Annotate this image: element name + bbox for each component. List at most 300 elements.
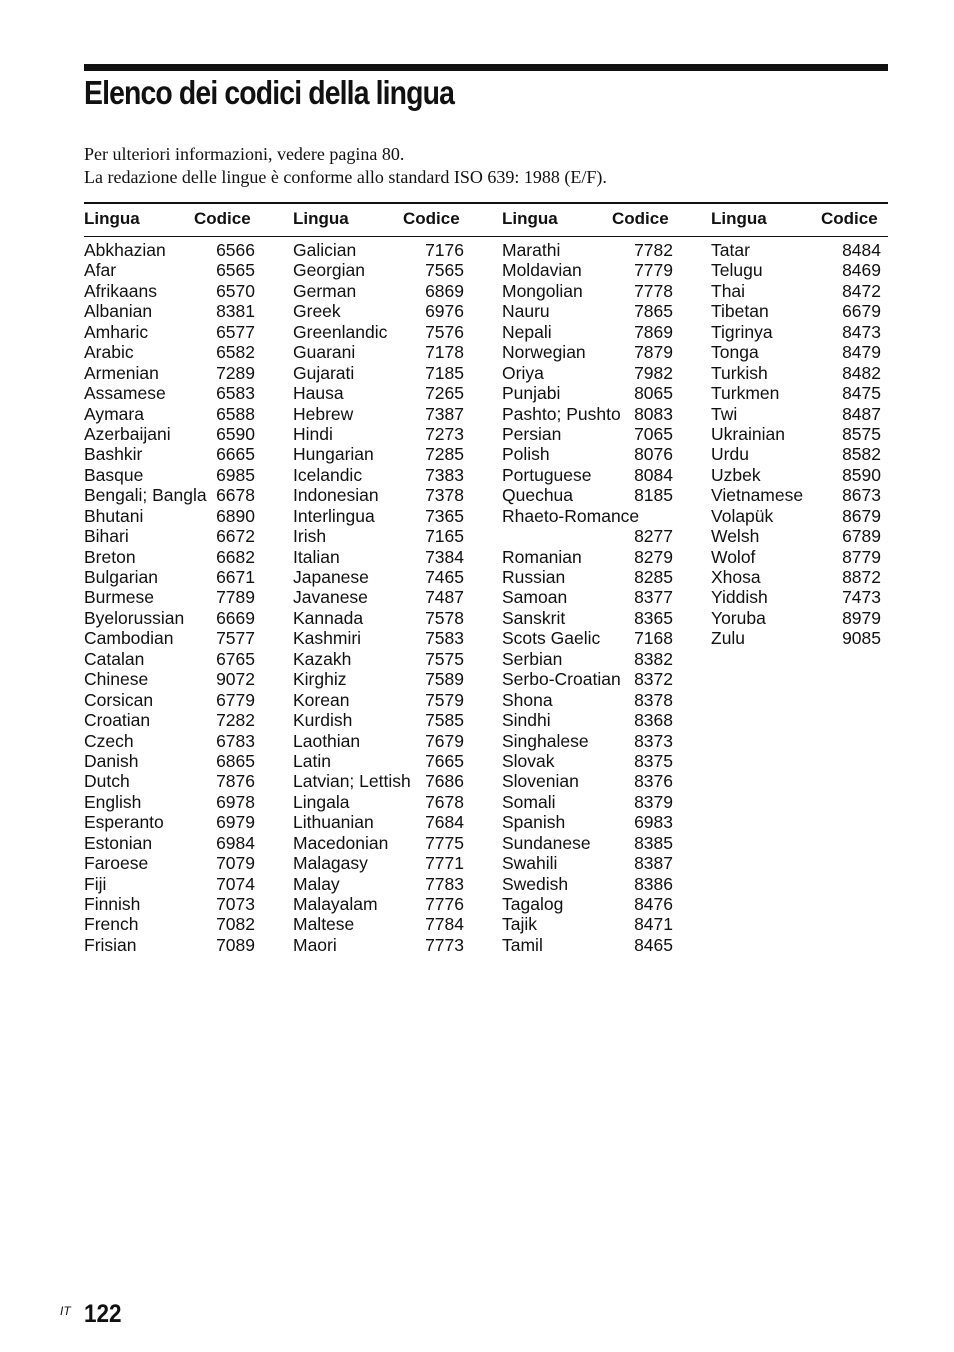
- language-name: French: [84, 914, 139, 935]
- language-row: [293, 485, 464, 505]
- language-code: 7378: [425, 485, 464, 506]
- language-name: Frisian: [84, 934, 137, 955]
- language-code: 7577: [216, 628, 255, 649]
- language-code: 8679: [842, 505, 881, 526]
- language-row: [84, 894, 255, 914]
- language-name: Arabic: [84, 342, 134, 363]
- language-row: [84, 935, 255, 955]
- language-code: 7473: [842, 587, 881, 608]
- language-code: 6979: [216, 812, 255, 833]
- language-row: [293, 567, 464, 587]
- language-code: 7665: [425, 750, 464, 771]
- language-code: 6682: [216, 546, 255, 567]
- language-column-3: [502, 240, 673, 955]
- language-row: [84, 424, 255, 444]
- language-name: Malay: [293, 873, 340, 894]
- language-name: Cambodian: [84, 628, 174, 649]
- language-row: [293, 301, 464, 321]
- language-name: Danish: [84, 750, 139, 771]
- language-code: 8185: [634, 485, 673, 506]
- language-name: Gujarati: [293, 362, 355, 383]
- language-row: [293, 690, 464, 710]
- language-name: Breton: [84, 546, 136, 567]
- language-row: [502, 363, 673, 383]
- language-row: [293, 649, 464, 669]
- language-code: 8382: [634, 648, 673, 669]
- language-code: 8373: [634, 730, 673, 751]
- language-row: [84, 710, 255, 730]
- language-row: [293, 731, 464, 751]
- language-row: [84, 874, 255, 894]
- language-name: Tonga: [711, 342, 759, 363]
- language-row: [84, 587, 255, 607]
- language-row: [502, 649, 673, 669]
- language-name: Turkmen: [711, 383, 780, 404]
- language-name: Serbo-Croatian: [502, 669, 621, 690]
- language-name: Singhalese: [502, 730, 589, 751]
- language-code: 7789: [216, 587, 255, 608]
- language-row: [502, 669, 673, 689]
- language-name: Malagasy: [293, 853, 368, 874]
- language-name: Moldavian: [502, 260, 582, 281]
- language-row: [293, 853, 464, 873]
- language-code: 8376: [634, 771, 673, 792]
- language-name: Swahili: [502, 853, 558, 874]
- language-name: Wolof: [711, 546, 756, 567]
- language-code: 7982: [634, 362, 673, 383]
- language-row: [293, 322, 464, 342]
- language-row: [502, 935, 673, 955]
- language-code: 8484: [842, 240, 881, 260]
- language-code: 7282: [216, 710, 255, 731]
- language-name: Fiji: [84, 873, 107, 894]
- language-row: [293, 874, 464, 894]
- language-row: [84, 792, 255, 812]
- language-code: 7465: [425, 567, 464, 587]
- language-code: 7176: [425, 240, 464, 260]
- language-code: 8779: [842, 546, 881, 567]
- language-name: Italian: [293, 546, 340, 567]
- language-row: [711, 608, 881, 628]
- language-code: 7273: [425, 423, 464, 444]
- language-name: Lithuanian: [293, 812, 374, 833]
- language-name: Latvian; Lettish: [293, 771, 411, 792]
- language-row: [293, 710, 464, 730]
- language-row: [293, 792, 464, 812]
- title-bar: [84, 64, 888, 71]
- language-name: Vietnamese: [711, 485, 804, 506]
- language-row: [293, 669, 464, 689]
- language-row: [84, 690, 255, 710]
- language-code: 6985: [216, 464, 255, 485]
- language-name: Mongolian: [502, 280, 583, 301]
- language-name: Basque: [84, 464, 144, 485]
- language-code: 8479: [842, 342, 881, 363]
- language-name: Korean: [293, 689, 350, 710]
- language-name: Uzbek: [711, 464, 761, 485]
- language-code: 8076: [634, 444, 673, 465]
- language-row: [711, 404, 881, 424]
- language-row: [293, 526, 464, 546]
- language-name: Maltese: [293, 914, 355, 935]
- language-row: [84, 281, 255, 301]
- language-code: 6590: [216, 423, 255, 444]
- language-code: 8469: [842, 260, 881, 281]
- language-code: 8673: [842, 485, 881, 506]
- language-row: [84, 363, 255, 383]
- language-name: Yoruba: [711, 607, 766, 628]
- language-name: Abkhazian: [84, 240, 166, 260]
- language-code: 7684: [425, 812, 464, 833]
- language-row: [502, 587, 673, 607]
- language-row: [711, 322, 881, 342]
- language-code: 8375: [634, 750, 673, 771]
- language-row: [502, 833, 673, 853]
- language-code: 8465: [634, 934, 673, 955]
- language-row: [84, 383, 255, 403]
- language-name: Nauru: [502, 301, 550, 322]
- language-name: Hindi: [293, 423, 333, 444]
- language-row: [293, 281, 464, 301]
- language-code: 6978: [216, 791, 255, 812]
- language-code: 6869: [425, 280, 464, 301]
- column-header-language: Lingua: [711, 209, 767, 228]
- language-name: Maori: [293, 934, 337, 955]
- language-row: [84, 444, 255, 464]
- language-name: Georgian: [293, 260, 365, 281]
- language-code: 7583: [425, 628, 464, 649]
- language-row: [293, 935, 464, 955]
- language-code: 8372: [634, 669, 673, 690]
- language-name: Nepali: [502, 321, 552, 342]
- language-row: [84, 485, 255, 505]
- language-name: Pashto; Pushto: [502, 403, 621, 424]
- language-code: 8279: [634, 546, 673, 567]
- language-code: 7585: [425, 710, 464, 731]
- language-row: [502, 751, 673, 771]
- language-code: 7686: [425, 771, 464, 792]
- language-code: 8487: [842, 403, 881, 424]
- language-code: 6577: [216, 321, 255, 342]
- language-name: Assamese: [84, 383, 166, 404]
- language-name: Xhosa: [711, 567, 761, 587]
- language-code: 6983: [634, 812, 673, 833]
- language-name: Persian: [502, 423, 562, 444]
- language-code: 7869: [634, 321, 673, 342]
- language-name: Slovenian: [502, 771, 579, 792]
- language-name: Telugu: [711, 260, 763, 281]
- language-code: 7775: [425, 832, 464, 853]
- language-code: 6765: [216, 648, 255, 669]
- language-row: [293, 424, 464, 444]
- language-code: 7565: [425, 260, 464, 281]
- language-code: 7178: [425, 342, 464, 363]
- language-row: [502, 690, 673, 710]
- language-name: Galician: [293, 240, 357, 260]
- language-name: Romanian: [502, 546, 582, 567]
- language-code: 8476: [634, 894, 673, 915]
- language-code: 8385: [634, 832, 673, 853]
- page-language-suffix: IT: [60, 1304, 71, 1318]
- language-name: Turkish: [711, 362, 768, 383]
- language-row: [502, 914, 673, 934]
- language-name: Aymara: [84, 403, 144, 424]
- language-name: Slovak: [502, 750, 555, 771]
- language-name: Twi: [711, 403, 738, 424]
- language-row: [84, 731, 255, 751]
- language-name: Tigrinya: [711, 321, 773, 342]
- language-name: Bhutani: [84, 505, 144, 526]
- language-code: 6890: [216, 505, 255, 526]
- language-code: 7165: [425, 526, 464, 547]
- language-code: 8381: [216, 301, 255, 322]
- language-name: Irish: [293, 526, 327, 547]
- language-name: Bengali; Bangla: [84, 485, 207, 506]
- language-code: 7876: [216, 771, 255, 792]
- language-row: [293, 363, 464, 383]
- language-row: [293, 383, 464, 403]
- language-name: Japanese: [293, 567, 369, 587]
- language-name: Samoan: [502, 587, 568, 608]
- language-row: [502, 771, 673, 791]
- language-code: 8387: [634, 853, 673, 874]
- language-code: 9072: [216, 669, 255, 690]
- language-code: 7771: [425, 853, 464, 874]
- language-code: 7679: [425, 730, 464, 751]
- language-row: [84, 812, 255, 832]
- language-name: Welsh: [711, 526, 760, 547]
- language-row: [84, 833, 255, 853]
- language-row: [84, 914, 255, 934]
- language-row: [293, 240, 464, 260]
- language-code: 6665: [216, 444, 255, 465]
- language-code: 7265: [425, 383, 464, 404]
- language-name: Punjabi: [502, 383, 561, 404]
- language-row: [293, 914, 464, 934]
- language-row: [502, 465, 673, 485]
- language-code: 7575: [425, 648, 464, 669]
- language-code: 8378: [634, 689, 673, 710]
- language-code: 8472: [842, 280, 881, 301]
- language-code: 7082: [216, 914, 255, 935]
- language-row: [502, 874, 673, 894]
- language-row: [502, 404, 673, 424]
- language-row: [502, 894, 673, 914]
- language-name: Hausa: [293, 383, 344, 404]
- language-name: Somali: [502, 791, 556, 812]
- language-code: 6582: [216, 342, 255, 363]
- language-row: [502, 792, 673, 812]
- language-row: [502, 444, 673, 464]
- language-row: [711, 424, 881, 444]
- language-row: [84, 567, 255, 587]
- language-code: 6779: [216, 689, 255, 710]
- language-name: Urdu: [711, 444, 749, 465]
- language-name: Zulu: [711, 628, 746, 649]
- language-row: [84, 608, 255, 628]
- table-top-rule: [84, 202, 888, 204]
- language-name: Norwegian: [502, 342, 586, 363]
- language-name: Thai: [711, 280, 746, 301]
- language-name: Bashkir: [84, 444, 143, 465]
- language-name: Hungarian: [293, 444, 374, 465]
- language-name: Corsican: [84, 689, 154, 710]
- language-name: Croatian: [84, 710, 151, 731]
- language-code: 7579: [425, 689, 464, 710]
- language-row: [84, 628, 255, 648]
- language-row: [711, 342, 881, 362]
- language-code: 7365: [425, 505, 464, 526]
- language-name: Quechua: [502, 485, 574, 506]
- language-row: [502, 240, 673, 260]
- language-name: Oriya: [502, 362, 544, 383]
- language-name: Malayalam: [293, 894, 378, 914]
- language-code: 6679: [842, 301, 881, 322]
- table-header-rule: [84, 236, 888, 237]
- language-row: [84, 751, 255, 771]
- language-name: Finnish: [84, 894, 141, 914]
- column-header-language: Lingua: [293, 209, 349, 228]
- language-code: 7073: [216, 894, 255, 914]
- language-row: [84, 669, 255, 689]
- language-name: Hebrew: [293, 403, 354, 424]
- language-code: 7865: [634, 301, 673, 322]
- language-code: 7383: [425, 464, 464, 485]
- language-name: Latin: [293, 750, 331, 771]
- language-code: 7589: [425, 669, 464, 690]
- language-row: [711, 363, 881, 383]
- language-name: Serbian: [502, 648, 563, 669]
- language-name: Esperanto: [84, 812, 164, 833]
- language-column-2: [293, 240, 464, 955]
- column-header-code: Codice: [403, 209, 460, 228]
- language-code: 7879: [634, 342, 673, 363]
- language-name: Guarani: [293, 342, 356, 363]
- language-row: [502, 547, 673, 567]
- language-code: 8368: [634, 710, 673, 731]
- language-code: 7782: [634, 240, 673, 260]
- language-row: [293, 608, 464, 628]
- language-row: [711, 567, 881, 587]
- language-row: [84, 547, 255, 567]
- language-code: 6570: [216, 280, 255, 301]
- language-row: [293, 771, 464, 791]
- language-row: [711, 260, 881, 280]
- language-row: [293, 404, 464, 424]
- language-name: English: [84, 791, 142, 812]
- language-name: Sundanese: [502, 832, 591, 853]
- language-name: Laothian: [293, 730, 361, 751]
- language-code: 7185: [425, 362, 464, 383]
- language-code: 6566: [216, 240, 255, 260]
- language-row: [502, 260, 673, 280]
- language-row: [84, 853, 255, 873]
- language-code: 7074: [216, 873, 255, 894]
- language-row: [711, 444, 881, 464]
- language-code: 7779: [634, 260, 673, 281]
- language-code: 7384: [425, 546, 464, 567]
- language-name: Afrikaans: [84, 280, 157, 301]
- language-row: [502, 506, 673, 547]
- language-code: 7168: [634, 628, 673, 649]
- language-name: Marathi: [502, 240, 561, 260]
- language-name: Shona: [502, 689, 553, 710]
- language-code: 7487: [425, 587, 464, 608]
- language-row: [502, 812, 673, 832]
- language-name: Tagalog: [502, 894, 564, 915]
- language-row: [502, 628, 673, 648]
- language-code: 7783: [425, 873, 464, 894]
- language-row: [502, 567, 673, 587]
- language-code: 8083: [634, 403, 673, 424]
- language-name: Kashmiri: [293, 628, 362, 649]
- language-code: 7678: [425, 791, 464, 812]
- language-code: 7079: [216, 853, 255, 874]
- language-name: Kannada: [293, 607, 364, 628]
- language-code: 8979: [842, 607, 881, 628]
- column-header-language: Lingua: [84, 209, 140, 228]
- column-header-code: Codice: [821, 209, 878, 228]
- language-row: [711, 547, 881, 567]
- language-code: 6672: [216, 526, 255, 547]
- language-name: Macedonian: [293, 832, 389, 853]
- language-code: 8590: [842, 464, 881, 485]
- language-name: Catalan: [84, 648, 145, 669]
- language-name: Portuguese: [502, 464, 592, 485]
- language-code: 7089: [216, 934, 255, 955]
- language-name: Byelorussian: [84, 607, 185, 628]
- language-code: 7289: [216, 362, 255, 383]
- language-code: 6583: [216, 383, 255, 404]
- language-name: Amharic: [84, 321, 149, 342]
- language-code: 7578: [425, 607, 464, 628]
- language-row: [711, 628, 881, 648]
- language-code: 7776: [425, 894, 464, 914]
- language-row: [711, 506, 881, 526]
- language-code: 8386: [634, 873, 673, 894]
- language-code: 6565: [216, 260, 255, 281]
- language-name: Bihari: [84, 526, 129, 547]
- language-row: [293, 342, 464, 362]
- language-code: 8365: [634, 607, 673, 628]
- language-name: Rhaeto-Romance: [502, 505, 640, 526]
- language-row: [711, 587, 881, 607]
- language-row: [293, 812, 464, 832]
- language-code: 8377: [634, 587, 673, 608]
- language-row: [502, 710, 673, 730]
- language-code: 8379: [634, 791, 673, 812]
- language-code: 6865: [216, 750, 255, 771]
- language-name: Albanian: [84, 301, 153, 322]
- language-code: 7773: [425, 934, 464, 955]
- page-title: Elenco dei codici della lingua: [84, 74, 455, 111]
- language-column-4: [711, 240, 881, 649]
- language-row: [711, 281, 881, 301]
- language-row: [84, 649, 255, 669]
- language-name: Polish: [502, 444, 550, 465]
- language-code: 7285: [425, 444, 464, 465]
- language-name: Faroese: [84, 853, 149, 874]
- language-row: [502, 301, 673, 321]
- language-row: [502, 853, 673, 873]
- language-row: [711, 240, 881, 260]
- language-code: 8582: [842, 444, 881, 465]
- language-name: Scots Gaelic: [502, 628, 601, 649]
- language-code: 6783: [216, 730, 255, 751]
- language-row: [84, 260, 255, 280]
- language-row: [502, 383, 673, 403]
- language-name: Lingala: [293, 791, 350, 812]
